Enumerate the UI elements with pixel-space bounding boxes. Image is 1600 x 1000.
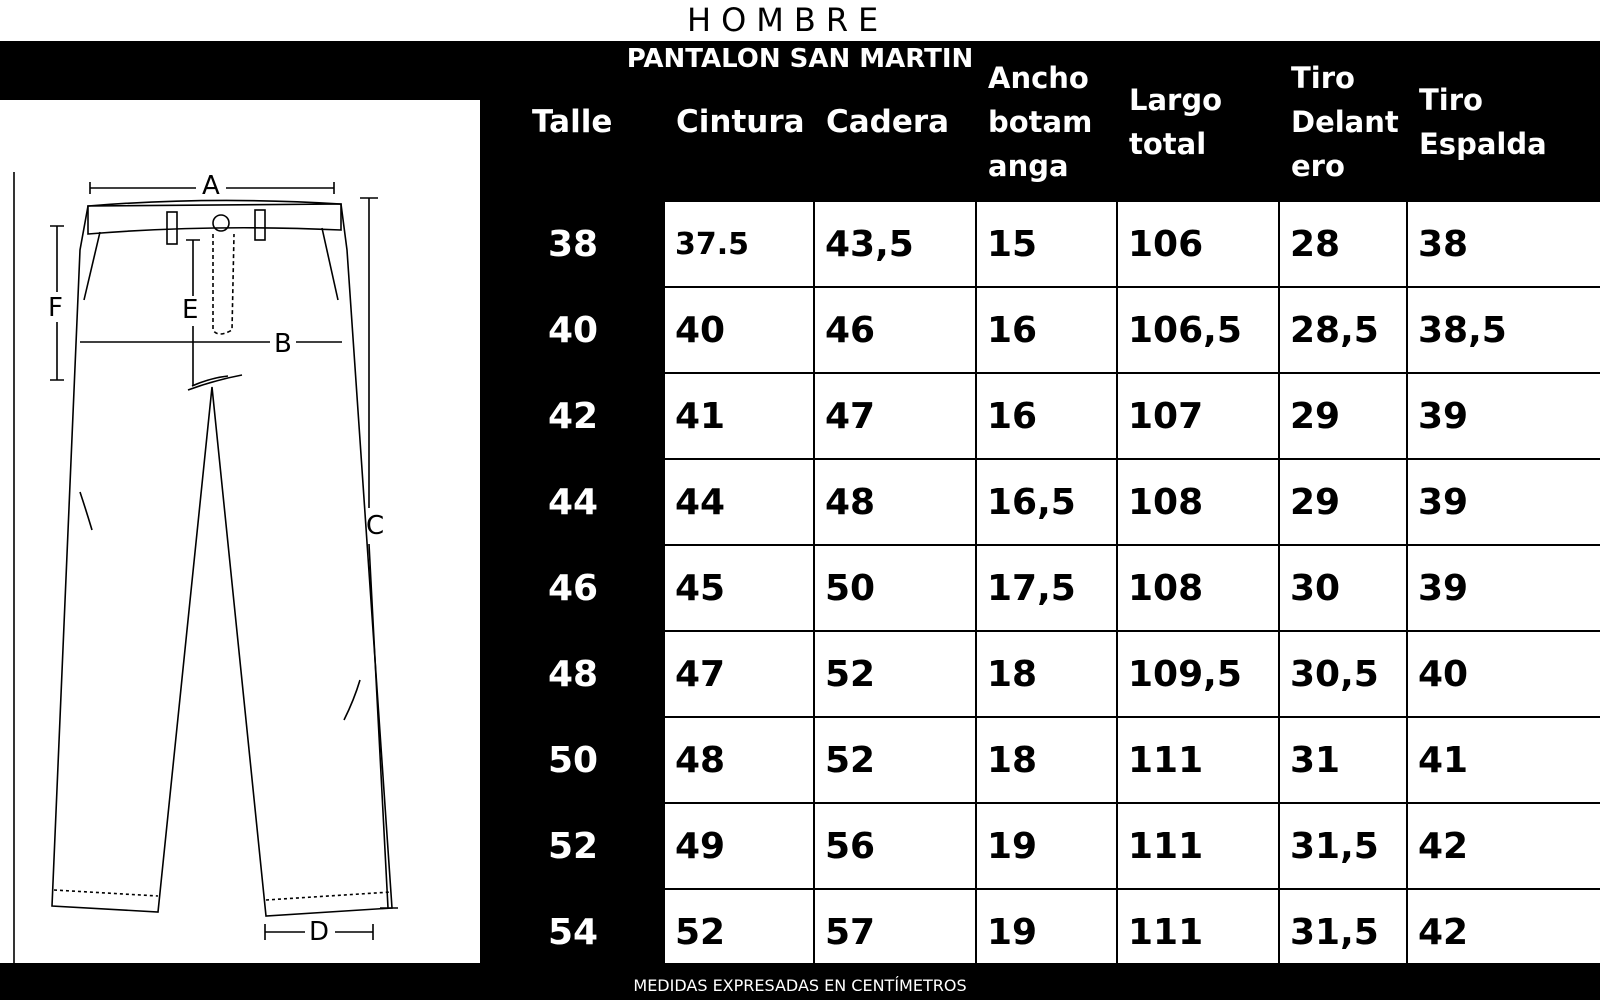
table-cell-ancho: 19 bbox=[977, 804, 1118, 890]
table-cell-tiro-espalda: 39 bbox=[1408, 546, 1600, 632]
table-cell-ancho: 18 bbox=[977, 632, 1118, 718]
header-cadera: Cadera bbox=[826, 104, 950, 140]
label-b: B bbox=[274, 329, 292, 359]
table-cell-cintura: 40 bbox=[665, 288, 815, 374]
table-cell-cintura: 52 bbox=[665, 890, 815, 976]
label-d: D bbox=[309, 917, 330, 947]
fly-stitch bbox=[213, 234, 234, 334]
table-cell-ancho: 18 bbox=[977, 718, 1118, 804]
table-cell-largo: 106,5 bbox=[1118, 288, 1280, 374]
table-cell-cadera: 48 bbox=[815, 460, 977, 546]
table-cell-largo: 108 bbox=[1118, 460, 1280, 546]
pants-diagram bbox=[0, 100, 480, 963]
table-cell-cadera: 50 bbox=[815, 546, 977, 632]
page-title-bar bbox=[0, 0, 1600, 41]
table-cell-largo: 107 bbox=[1118, 374, 1280, 460]
table-cell-largo: 111 bbox=[1118, 718, 1280, 804]
label-c: C bbox=[366, 511, 385, 541]
table-cell-tiro-espalda: 40 bbox=[1408, 632, 1600, 718]
table-cell-largo: 106 bbox=[1118, 202, 1280, 288]
table-cell-largo: 108 bbox=[1118, 546, 1280, 632]
table-cell-tiro-delantero: 31,5 bbox=[1280, 804, 1408, 890]
size-table bbox=[665, 202, 1600, 963]
table-cell-tiro-espalda: 39 bbox=[1408, 460, 1600, 546]
pocket-left bbox=[84, 232, 100, 300]
table-cell-tiro-espalda: 38,5 bbox=[1408, 288, 1600, 374]
table-cell-tiro-delantero: 29 bbox=[1280, 460, 1408, 546]
table-cell-tiro-espalda: 42 bbox=[1418, 912, 1469, 953]
table-cell-tiro-espalda: 42 bbox=[1408, 804, 1600, 890]
table-cell-ancho: 16,5 bbox=[977, 460, 1118, 546]
talle-cell: 40 bbox=[547, 310, 599, 351]
product-subtitle: PANTALON SAN MARTIN bbox=[626, 44, 974, 74]
header-talle: Talle bbox=[532, 104, 613, 140]
table-cell-cintura: 48 bbox=[665, 718, 815, 804]
table-cell-tiro-espalda: 38 bbox=[1408, 202, 1600, 288]
table-cell-ancho: 19 bbox=[977, 890, 1118, 976]
table-cell-cadera: 52 bbox=[815, 718, 977, 804]
table-cell-tiro-delantero: 30 bbox=[1280, 546, 1408, 632]
table-cell-cadera: 47 bbox=[815, 374, 977, 460]
table-cell-cintura: 37.5 bbox=[665, 202, 815, 288]
pocket-right bbox=[322, 228, 338, 300]
table-cell-ancho: 16 bbox=[977, 374, 1118, 460]
header-ancho-botamanga: Ancho botam anga bbox=[988, 61, 1093, 183]
talle-cell: 38 bbox=[547, 224, 599, 265]
table-cell-tiro-delantero: 28 bbox=[1280, 202, 1408, 288]
belt-loop-right bbox=[255, 210, 265, 240]
table-cell-tiro-delantero: 30,5 bbox=[1280, 632, 1408, 718]
table-cell-cintura: 49 bbox=[665, 804, 815, 890]
table-cell-cadera: 43,5 bbox=[815, 202, 977, 288]
table-cell-cintura: 44 bbox=[665, 460, 815, 546]
talle-cell: 48 bbox=[547, 654, 599, 695]
table-cell-tiro-delantero: 31 bbox=[1280, 718, 1408, 804]
table-cell-tiro-espalda: 41 bbox=[1408, 718, 1600, 804]
table-cell-tiro-delantero: 31,5 bbox=[1280, 890, 1408, 976]
talle-cell: 44 bbox=[547, 482, 599, 523]
label-f: F bbox=[48, 293, 63, 323]
belt-loop-left bbox=[167, 212, 177, 244]
table-cell-cintura: 45 bbox=[665, 546, 815, 632]
talle-cell: 50 bbox=[547, 740, 599, 781]
page-title: HOMBRE bbox=[687, 1, 889, 39]
table-cell-tiro-espalda: 39 bbox=[1408, 374, 1600, 460]
label-e: E bbox=[182, 295, 199, 325]
table-cell-largo: 111 bbox=[1118, 804, 1280, 890]
talle-cell: 52 bbox=[547, 826, 599, 867]
pants-outline bbox=[52, 204, 392, 916]
table-cell-ancho: 15 bbox=[977, 202, 1118, 288]
pants-diagram-panel bbox=[0, 100, 480, 963]
table-cell-cadera: 52 bbox=[815, 632, 977, 718]
table-cell-ancho: 16 bbox=[977, 288, 1118, 374]
header-tiro-delantero: Tiro Delant ero bbox=[1291, 61, 1399, 183]
header-tiro-espalda: Tiro Espalda bbox=[1419, 83, 1547, 161]
table-cell-ancho: 17,5 bbox=[977, 546, 1118, 632]
table-cell-cadera: 46 bbox=[815, 288, 977, 374]
table-cell-largo: 111 bbox=[1118, 890, 1280, 976]
table-cell-cintura: 47 bbox=[665, 632, 815, 718]
header-cintura: Cintura bbox=[676, 104, 805, 140]
header-largo-total: Largo total bbox=[1129, 83, 1223, 161]
table-cell-cadera: 56 bbox=[815, 804, 977, 890]
units-footnote: MEDIDAS EXPRESADAS EN CENTÍMETROS bbox=[633, 976, 967, 995]
table-cell-largo: 109,5 bbox=[1118, 632, 1280, 718]
table-cell-cadera: 57 bbox=[815, 890, 977, 976]
talle-cell: 46 bbox=[547, 568, 599, 609]
table-cell-tiro-delantero: 28,5 bbox=[1280, 288, 1408, 374]
talle-cell: 54 bbox=[547, 912, 599, 953]
talle-cell: 42 bbox=[547, 396, 599, 437]
label-a: A bbox=[202, 171, 220, 201]
table-cell-cintura: 41 bbox=[665, 374, 815, 460]
table-cell-tiro-delantero: 29 bbox=[1280, 374, 1408, 460]
